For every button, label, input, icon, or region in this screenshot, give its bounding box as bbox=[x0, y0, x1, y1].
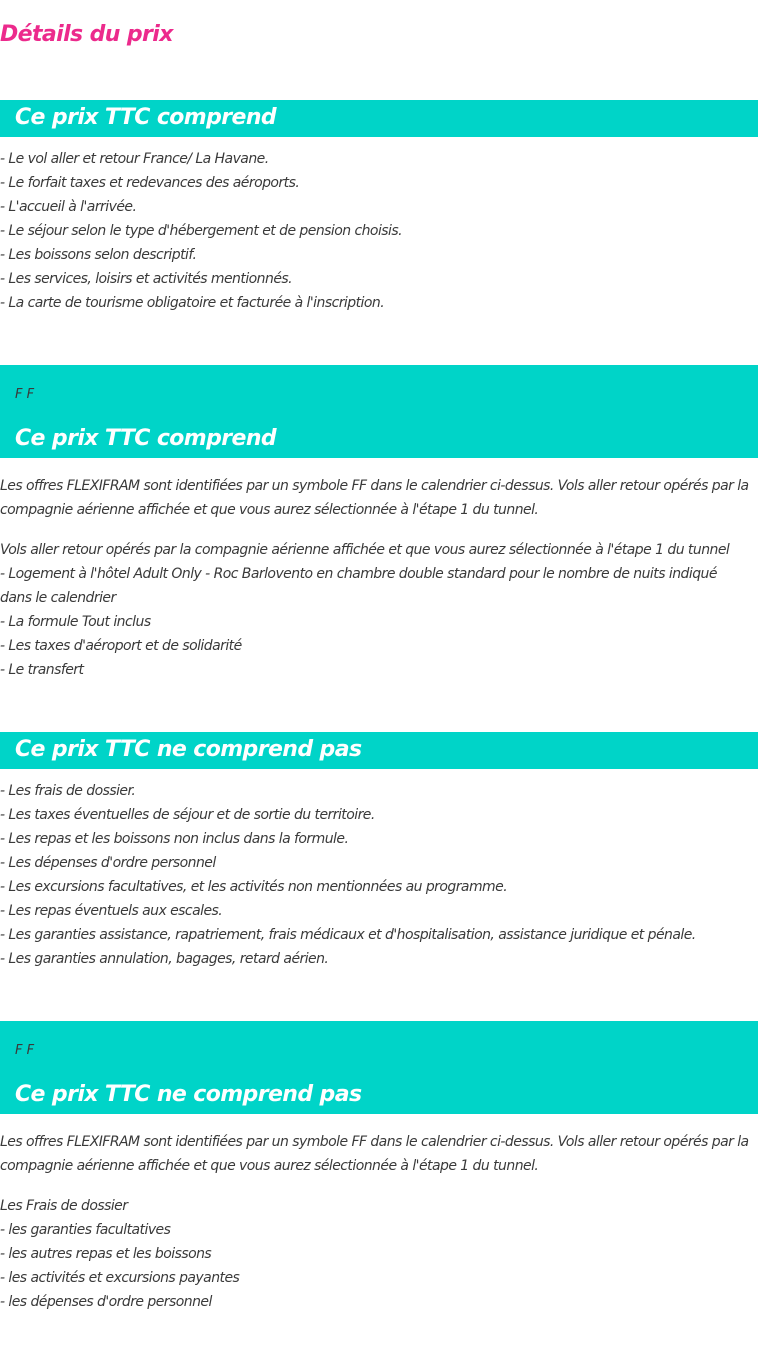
list-item: - Les taxes d'aéroport et de solidarité bbox=[0, 638, 242, 654]
list-item: Les Frais de dossier bbox=[0, 1198, 128, 1214]
list-item: - Le séjour selon le type d'hébergement et de pension choisis. bbox=[0, 223, 403, 239]
excluded-list bbox=[0, 779, 750, 971]
list-item: - Les repas et les boissons non inclus dans la formule. bbox=[0, 831, 349, 847]
ff-tag: F F bbox=[15, 387, 35, 402]
list-item: - Le vol aller et retour France/ La Havane. bbox=[0, 151, 269, 167]
excluded-banner bbox=[0, 732, 758, 769]
list-item: - Le transfert bbox=[0, 662, 84, 678]
flexifram-included-content bbox=[0, 474, 750, 682]
flexifram-intro: Les offres FLEXIFRAM sont identifiées par un symbole FF dans le calendrier ci-dessus. Vols aller retour opérés par la compagnie aérienne affichée et que vous aurez sélectionnée à l'étape 1 du tunnel. bbox=[0, 478, 749, 518]
list-item: - Les garanties annulation, bagages, retard aérien. bbox=[0, 951, 329, 967]
ff-tag: F F bbox=[15, 1043, 35, 1058]
flexifram-excluded-heading: Ce prix TTC ne comprend pas bbox=[15, 1082, 362, 1107]
included-list bbox=[0, 147, 750, 315]
list-item: - L'accueil à l'arrivée. bbox=[0, 199, 137, 215]
list-item: - Le forfait taxes et redevances des aéroports. bbox=[0, 175, 300, 191]
flexifram-excluded-banner bbox=[0, 1021, 758, 1114]
list-item: - les autres repas et les boissons bbox=[0, 1246, 212, 1262]
list-item: - La formule Tout inclus bbox=[0, 614, 151, 630]
list-item: - Logement à l'hôtel Adult Only - Roc Barlovento en chambre double standard pour le nombre de nuits indiqué dans le calendrier bbox=[0, 566, 717, 606]
flexifram-included-banner bbox=[0, 365, 758, 458]
included-banner bbox=[0, 100, 758, 137]
list-item: - Les services, loisirs et activités mentionnés. bbox=[0, 271, 293, 287]
included-heading: Ce prix TTC comprend bbox=[15, 105, 277, 130]
list-item: - Les dépenses d'ordre personnel bbox=[0, 855, 216, 871]
list-item: - Les repas éventuels aux escales. bbox=[0, 903, 223, 919]
list-item: - Les taxes éventuelles de séjour et de sortie du territoire. bbox=[0, 807, 375, 823]
list-item: - La carte de tourisme obligatoire et facturée à l'inscription. bbox=[0, 295, 385, 311]
list-item: - Les garanties assistance, rapatriement, frais médicaux et d'hospitalisation, assistance juridique et pénale. bbox=[0, 927, 696, 943]
page-title: Détails du prix bbox=[0, 22, 173, 47]
flexifram-excluded-content bbox=[0, 1130, 750, 1314]
list-item: - Les frais de dossier. bbox=[0, 783, 136, 799]
list-item: - les dépenses d'ordre personnel bbox=[0, 1294, 212, 1310]
list-item: - Les excursions facultatives, et les activités non mentionnées au programme. bbox=[0, 879, 508, 895]
flexifram-intro: Les offres FLEXIFRAM sont identifiées par un symbole FF dans le calendrier ci-dessus. Vols aller retour opérés par la compagnie aérienne affichée et que vous aurez sélectionnée à l'étape 1 du tunnel. bbox=[0, 1134, 749, 1174]
list-item: - les garanties facultatives bbox=[0, 1222, 171, 1238]
list-item: - les activités et excursions payantes bbox=[0, 1270, 240, 1286]
flexifram-included-heading: Ce prix TTC comprend bbox=[15, 426, 277, 451]
list-item: Vols aller retour opérés par la compagnie aérienne affichée et que vous aurez sélectionnée à l'étape 1 du tunnel bbox=[0, 542, 730, 558]
list-item: - Les boissons selon descriptif. bbox=[0, 247, 197, 263]
excluded-heading: Ce prix TTC ne comprend pas bbox=[15, 737, 362, 762]
